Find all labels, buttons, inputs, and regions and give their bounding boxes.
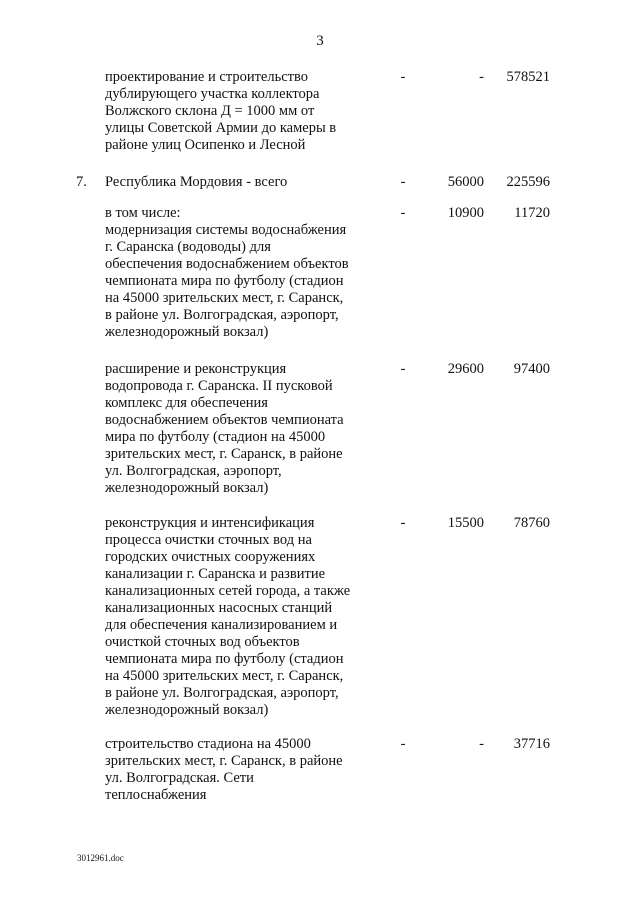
description-line: в том числе: — [105, 205, 181, 221]
description-line: ул. Волгоградская, аэропорт, — [105, 463, 282, 479]
description-line: дублирующего участка коллектора — [105, 86, 320, 102]
row-number: 7. — [76, 174, 87, 190]
description-line: канализационных сетей города, а также — [105, 583, 351, 599]
value-col-3: 225596 — [506, 174, 550, 190]
description-line: районе улиц Осипенко и Лесной — [105, 137, 306, 153]
file-name-footer: 3012961.doc — [77, 853, 124, 863]
description-line: канализации г. Саранска и развитие — [105, 566, 326, 582]
value-col-2: 29600 — [447, 361, 484, 377]
description-line: в районе ул. Волгоградская, аэропорт, — [105, 685, 339, 701]
value-col-1: - — [400, 736, 406, 752]
value-col-3: 578521 — [506, 69, 550, 85]
description-line: в районе ул. Волгоградская, аэропорт, — [105, 307, 339, 323]
description-line: на 45000 зрительских мест, г. Саранск, — [105, 290, 344, 306]
description-line: улицы Советской Армии до камеры в — [105, 120, 337, 136]
description-line: железнодорожный вокзал) — [105, 480, 269, 496]
description-line: мира по футболу (стадион на 45000 — [105, 429, 326, 445]
description-line: проектирование и строительство — [105, 69, 308, 85]
description-line: чемпионата мира по футболу (стадион — [105, 651, 344, 667]
value-col-1: - — [400, 174, 406, 190]
description-line: Республика Мордовия - всего — [105, 174, 288, 190]
value-col-1: - — [400, 515, 406, 531]
value-col-2: - — [479, 69, 484, 85]
description-line: зрительских мест, г. Саранск, в районе — [105, 753, 343, 769]
page-number: 3 — [316, 33, 324, 49]
description-line: реконструкция и интенсификация — [105, 515, 315, 531]
row-description — [105, 205, 375, 341]
description-line: комплекс для обеспечения — [105, 395, 268, 411]
value-col-3: 11720 — [514, 205, 550, 221]
value-col-3: 78760 — [513, 515, 550, 531]
row-description — [105, 174, 375, 191]
row-description — [105, 515, 375, 719]
description-line: ул. Волгоградская. Сети — [105, 770, 254, 786]
value-col-2: 10900 — [447, 205, 484, 221]
description-line: на 45000 зрительских мест, г. Саранск, — [105, 668, 344, 684]
description-line: чемпионата мира по футболу (стадион — [105, 273, 344, 289]
description-line: г. Саранска (водоводы) для — [105, 239, 271, 255]
value-col-2: 15500 — [447, 515, 484, 531]
description-line: теплоснабжения — [105, 787, 207, 803]
description-line: водопровода г. Саранска. II пусковой — [105, 378, 333, 394]
description-line: канализационных насосных станций — [105, 600, 333, 616]
description-line: железнодорожный вокзал) — [105, 324, 269, 340]
description-line: для обеспечения канализированием и — [105, 617, 338, 633]
description-line: строительство стадиона на 45000 — [105, 736, 311, 752]
description-line: модернизация системы водоснабжения — [105, 222, 347, 238]
value-col-2: 56000 — [447, 174, 484, 190]
row-description — [105, 69, 375, 154]
value-col-3: 97400 — [513, 361, 550, 377]
description-line: очисткой сточных вод объектов — [105, 634, 300, 650]
description-line: зрительских мест, г. Саранск, в районе — [105, 446, 343, 462]
description-line: городских очистных сооружениях — [105, 549, 316, 565]
value-col-3: 37716 — [513, 736, 550, 752]
row-description — [105, 361, 375, 497]
value-col-1: - — [400, 69, 406, 85]
row-description — [105, 736, 375, 804]
description-line: расширение и реконструкция — [105, 361, 287, 377]
value-col-1: - — [400, 361, 406, 377]
value-col-1: - — [400, 205, 406, 221]
description-line: водоснабжением объектов чемпионата — [105, 412, 344, 428]
description-line: обеспечения водоснабжением объектов — [105, 256, 349, 272]
description-line: процесса очистки сточных вод на — [105, 532, 312, 548]
description-line: железнодорожный вокзал) — [105, 702, 269, 718]
value-col-2: - — [479, 736, 484, 752]
description-line: Волжского склона Д = 1000 мм от — [105, 103, 315, 119]
